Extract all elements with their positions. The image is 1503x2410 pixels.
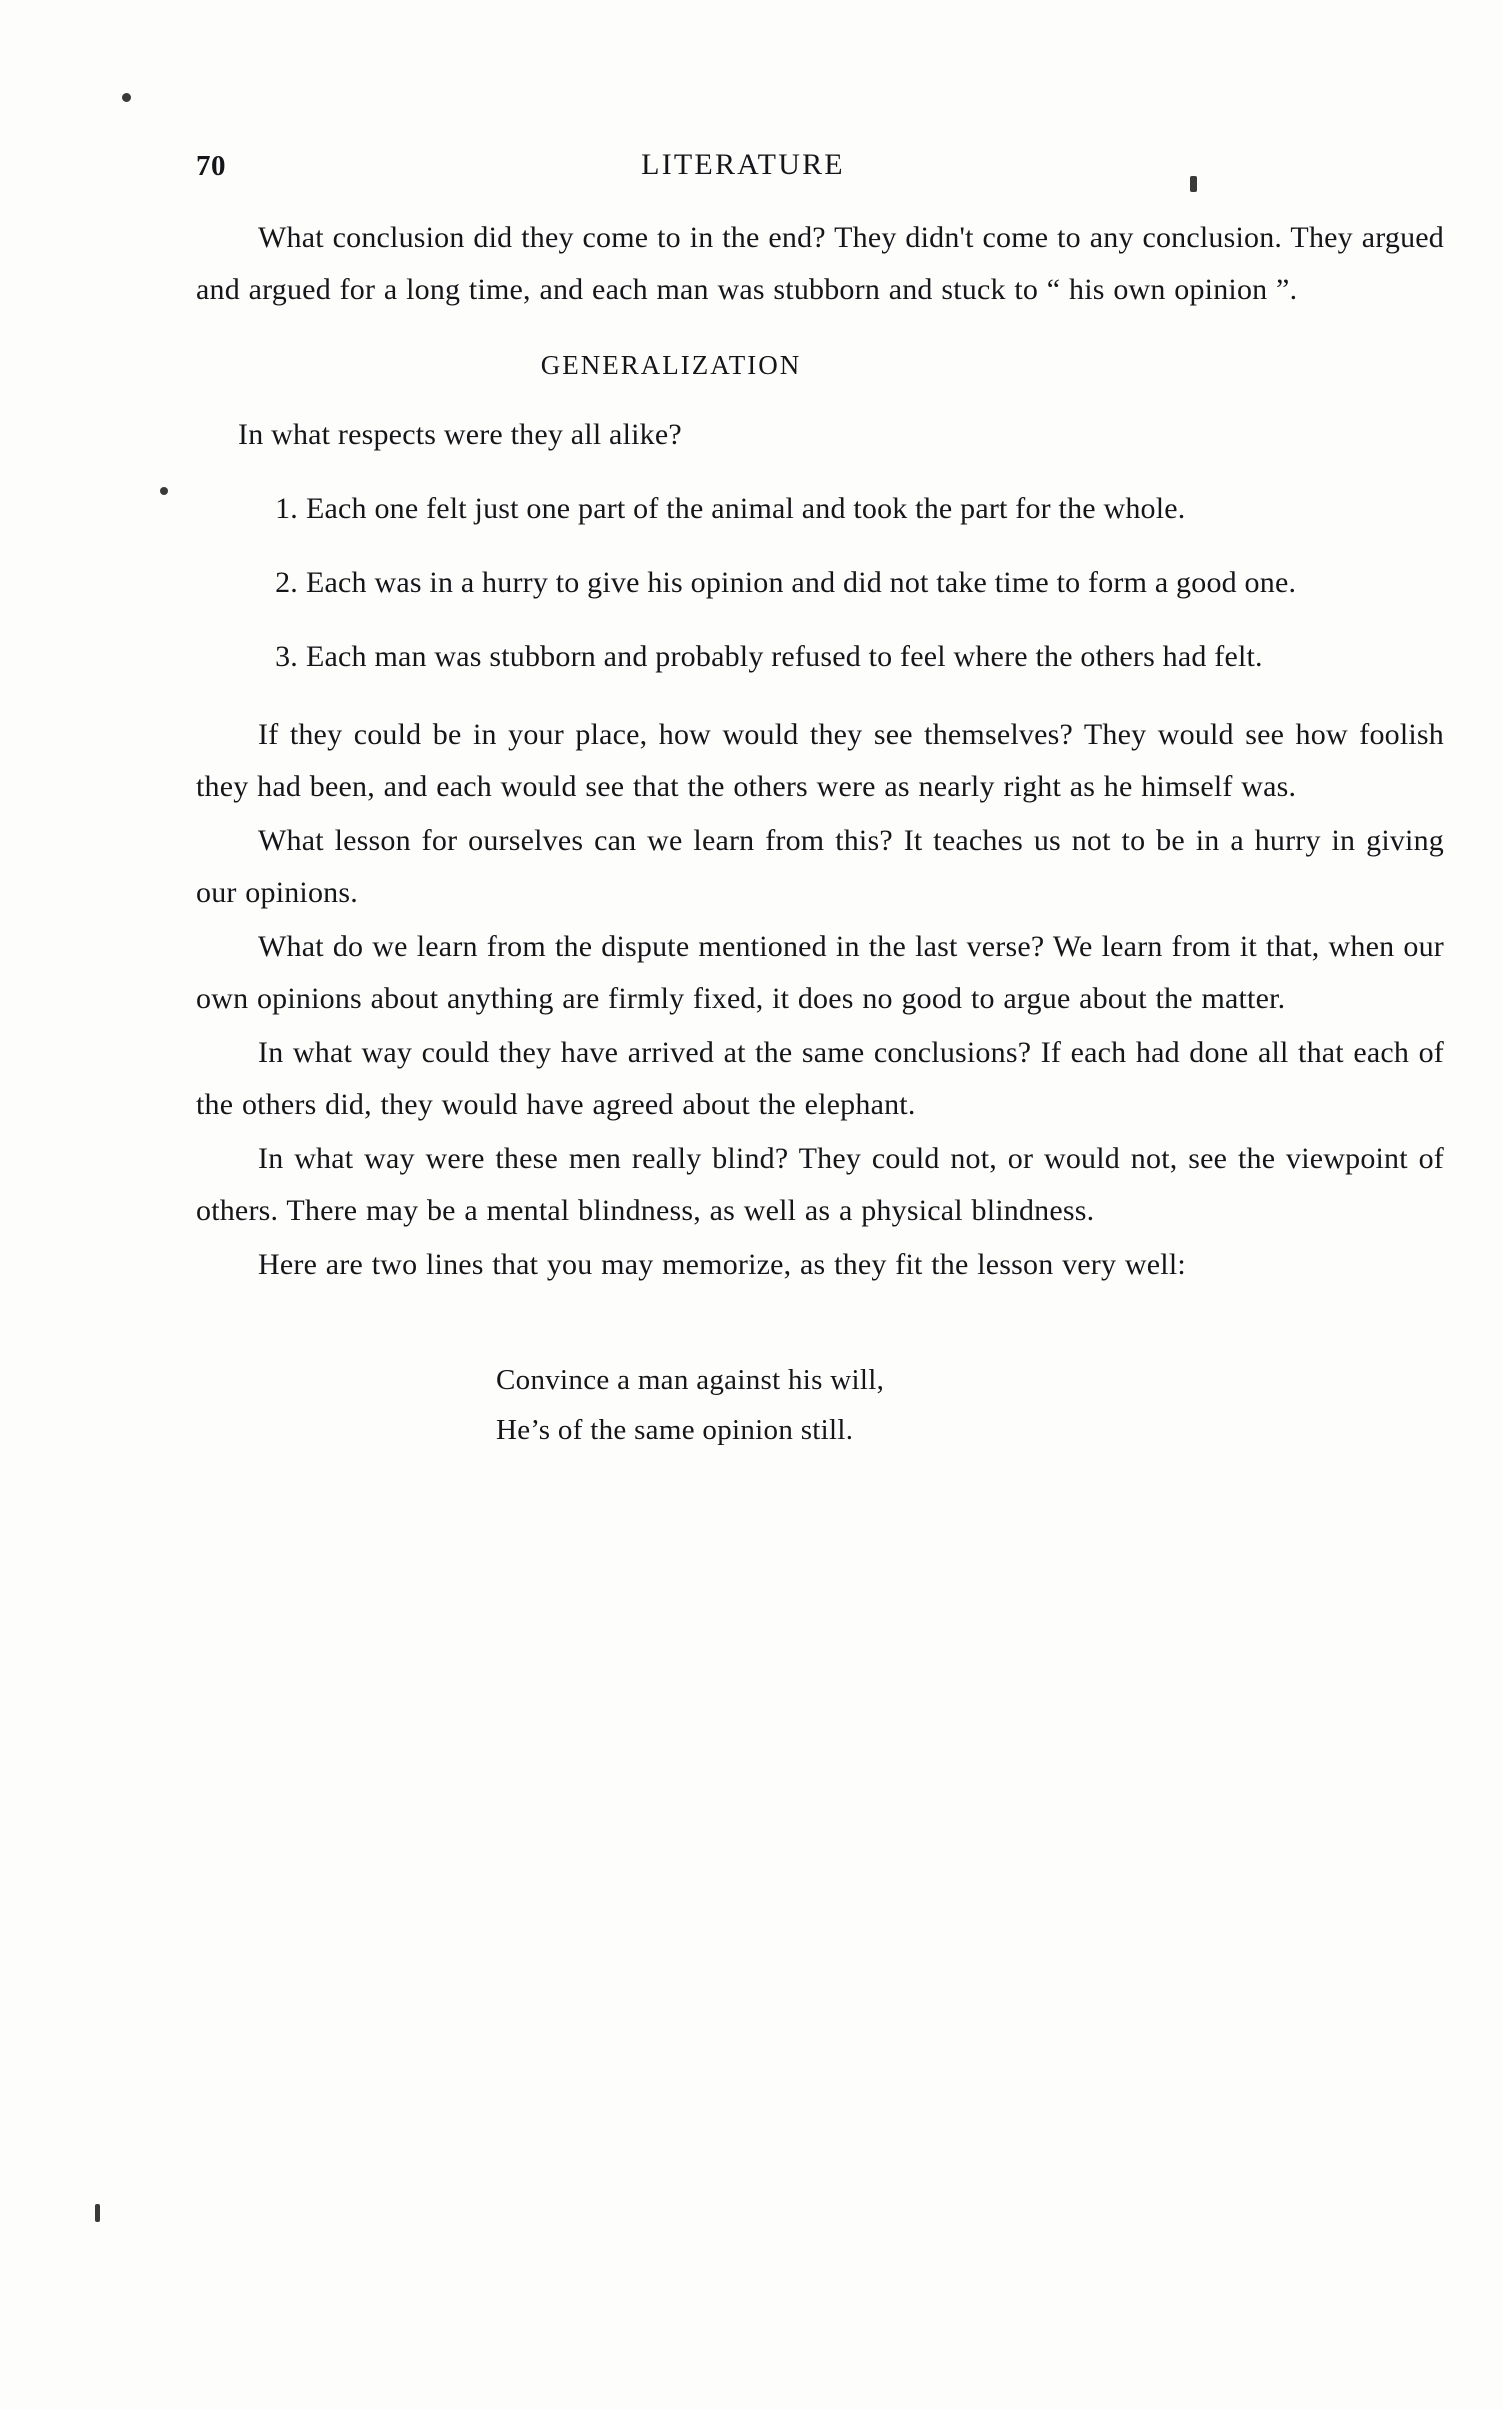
list-item-text: Each man was stubborn and probably refused to feel where the others had felt. <box>306 640 1263 673</box>
verse-line-1: Convince a man against his will, <box>496 1364 885 1396</box>
discussion-question: In what respects were they all alike? <box>238 418 682 451</box>
paragraph-3: What lesson for ourselves can we learn from this? It teaches us not to be in a hurry in giving our opinions. <box>196 824 1444 909</box>
page-number: 70 <box>196 150 226 182</box>
paragraph-1: What conclusion did they come to in the end? They didn't come to any conclusion. They argued and argued for a long time, and each man was stubborn and stuck to “ his own opinion ”. <box>196 221 1444 306</box>
list-item <box>196 483 1446 535</box>
scan-speck <box>95 2204 100 2222</box>
paragraph-7: Here are two lines that you may memorize, as they fit the lesson very well: <box>258 1248 1186 1281</box>
verse-quotation <box>196 1355 1446 1455</box>
paragraph-2: If they could be in your place, how would they see themselves? They would see how foolish they had been, and each would see that the others were as nearly right as he himself was. <box>196 718 1444 803</box>
scan-speck <box>122 93 131 102</box>
list-item-number: 1. <box>275 492 298 525</box>
running-title: LITERATURE <box>641 148 845 181</box>
page-content <box>196 128 1446 1455</box>
paragraph-5: In what way could they have arrived at the same conclusions? If each had done all that each of the others did, they would have agreed about the elephant. <box>196 1036 1444 1121</box>
list-item <box>196 557 1446 609</box>
list-item <box>196 631 1446 683</box>
paragraph-4: What do we learn from the dispute mentioned in the last verse? We learn from it that, when our own opinions about anything are firmly fixed, it does no good to argue about the matter. <box>196 930 1444 1015</box>
list-item-number: 2. <box>275 566 298 599</box>
section-heading: GENERALIZATION <box>540 350 802 380</box>
verse-line-2: He’s of the same opinion still. <box>496 1414 854 1446</box>
list-item-text: Each was in a hurry to give his opinion and did not take time to form a good one. <box>306 566 1297 599</box>
running-head <box>196 128 1446 192</box>
list-item-text: Each one felt just one part of the animal and took the part for the whole. <box>306 492 1186 525</box>
numbered-list <box>196 483 1446 683</box>
paragraph-6: In what way were these men really blind? They could not, or would not, see the viewpoint of others. There may be a mental blindness, as well as a physical blindness. <box>196 1142 1444 1227</box>
list-item-number: 3. <box>275 640 298 673</box>
scan-speck <box>160 487 168 495</box>
